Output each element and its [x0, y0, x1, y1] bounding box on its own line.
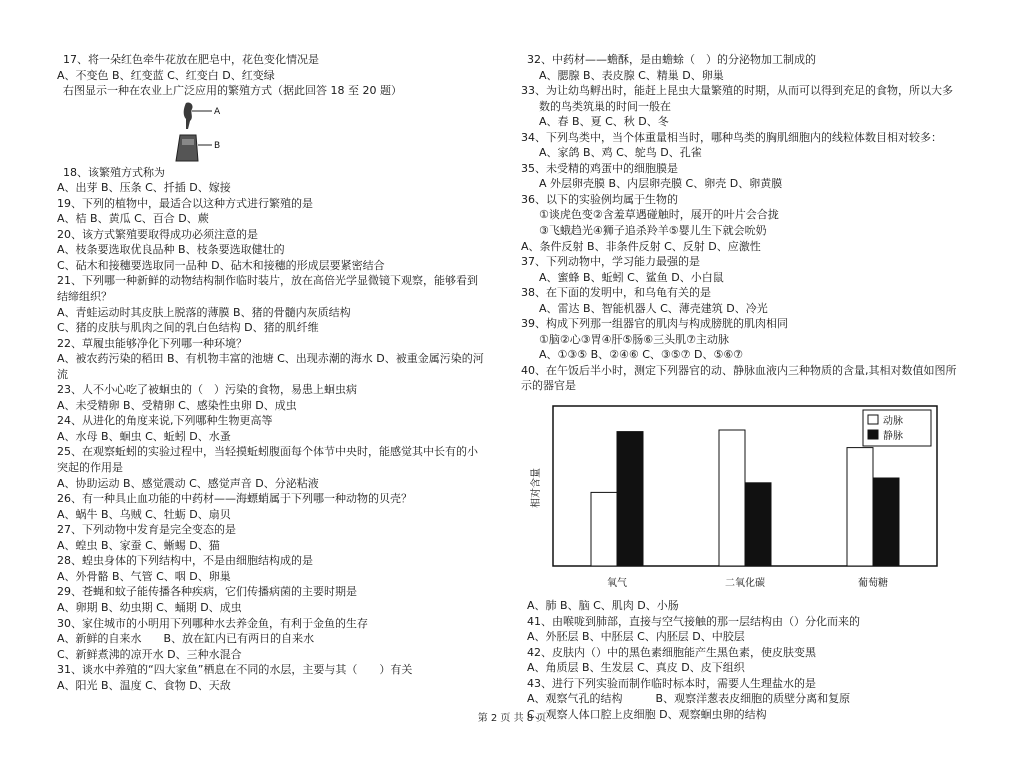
- question-line: 19、下列的植物中，最适合以这种方式进行繁殖的是: [57, 196, 313, 210]
- answer-options: A、蜗牛 B、乌贼 C、牡蛎 D、扇贝: [57, 507, 231, 521]
- question-line: 27、下列动物中发育是完全变态的是: [57, 523, 236, 537]
- bars-group: [591, 430, 899, 566]
- question-line: 示的器官是: [521, 379, 576, 393]
- question-line: ①脑②心③胃④肝⑤肠⑥三头肌⑦主动脉: [539, 332, 730, 346]
- answer-options: A、被农药污染的稻田 B、有机物丰富的池塘 C、出现赤潮的海水 D、被重金属污染的河: [57, 352, 484, 366]
- question-line: 43、进行下列实验而制作临时标本时，需要人生理盐水的是: [527, 676, 816, 690]
- category-label: 葡萄糖: [858, 578, 888, 590]
- legend-swatch-artery: [868, 415, 878, 424]
- question-line: 39、构成下列那一组器官的肌肉与构成膀胱的肌肉相同: [521, 317, 788, 331]
- answer-options: A、雷达 B、智能机器人 C、薄壳建筑 D、冷光: [539, 301, 768, 315]
- question-line: 23、人不小心吃了被蛔虫的（ ）污染的食物，易患上蛔虫病: [57, 383, 357, 397]
- question-line: 数的鸟类筑巢的时间一般在: [539, 99, 671, 113]
- question-line: 26、有一种具止血功能的中药材——海螵蛸属于下列哪一种动物的贝壳？: [57, 492, 412, 506]
- answer-options: A、出芽 B、压条 C、扦插 D、嫁接: [57, 181, 231, 195]
- question-line: 33、为让幼鸟孵出时，能赶上昆虫大量繁殖的时期，从而可以得到充足的食物，所以大多: [521, 84, 953, 98]
- answer-options: A、卵期 B、幼虫期 C、蛹期 D、成虫: [57, 600, 242, 614]
- question-line: 34、下列鸟类中，当个体重量相当时，哪种鸟类的胸肌细胞内的线粒体数目相对较多：: [521, 130, 942, 144]
- bar-vein-0: [617, 432, 643, 566]
- bar-artery-1: [719, 430, 745, 566]
- question-line: 35、未受精的鸡蛋中的细胞膜是: [521, 161, 678, 175]
- answer-options: A、外骨骼 B、气管 C、咽 D、卵巢: [57, 569, 231, 583]
- left-column: [57, 52, 504, 693]
- answer-options: C、猪的皮肤与肌肉之间的乳白色结构 D、猪的肌纤维: [57, 321, 319, 335]
- question-line: 36、以下的实验例均属于生物的: [521, 192, 678, 206]
- fig-label-a: A: [214, 106, 221, 117]
- legend-label-artery: 动脉: [883, 416, 903, 428]
- question-line: 21、下列哪一种新鲜的动物结构制作临时装片，放在高倍光学显微镜下观察，能够看到: [57, 274, 478, 288]
- page-footer: 第 2 页 共 8 页: [477, 713, 547, 724]
- answer-options: C、砧木和接穗要选取同一品种 D、砧木和接穗的形成层要紧密结合: [57, 258, 385, 272]
- question-line: 20、该方式繁殖要取得成功必须注意的是: [57, 227, 258, 241]
- answer-options: A、肺 B、脑 C、肌肉 D、小肠: [527, 599, 679, 613]
- blood-content-chart: [525, 398, 945, 598]
- question-line: 28、蝗虫身体的下列结构中，不是由细胞结构成的是: [57, 554, 313, 568]
- question-line: 40、在午饭后半小时，测定下列器官的动、静脉血液内三种物质的含量,其相对数值如图所: [521, 363, 957, 377]
- chart-legend: [863, 410, 931, 446]
- question-line: 17、将一朵红色牵牛花放在肥皂中，花色变化情况是: [63, 53, 319, 66]
- answer-options: A 外层卵壳膜 B、内层卵壳膜 C、卵壳 D、卵黄膜: [539, 177, 783, 191]
- question-line: 30、家住城市的小明用下列哪种水去养金鱼，有利于金鱼的生存: [57, 616, 368, 630]
- figure-caption: 右图显示一种在农业上广泛应用的繁殖方式（据此回答 18 至 20 题）: [63, 84, 402, 98]
- legend-swatch-vein: [868, 430, 878, 439]
- answer-options: A、新鲜的自来水 B、放在缸内已有两日的自来水: [57, 632, 315, 646]
- answer-options: A、不变色 B、红变蓝 C、红变白 D、红变绿: [57, 68, 275, 82]
- answer-options: A、①③⑤ B、②④⑥ C、③⑤⑦ D、⑤⑥⑦: [539, 348, 744, 362]
- answer-options: A、蜜蜂 B、蚯蚓 C、鲨鱼 D、小白鼠: [539, 270, 724, 284]
- answer-options: A、阳光 B、温度 C、食物 D、天敌: [57, 678, 231, 692]
- category-label: 氧气: [607, 578, 627, 590]
- answer-options: A、蝗虫 B、家蚕 C、蜥蜴 D、猫: [57, 538, 220, 552]
- question-line: 结缔组织？: [57, 290, 112, 304]
- question-line: 41、由喉咙到肺部，直接与空气接触的那一层结构由（）分化而来的: [527, 614, 860, 628]
- question-line: 42、皮肤内（）中的黑色素细胞能产生黑色素，使皮肤变黑: [527, 645, 816, 659]
- bar-vein-2: [873, 478, 899, 566]
- question-line: 29、苍蝇和蚊子能传播各种疾病，它们传播病菌的主要时期是: [57, 585, 357, 599]
- y-axis-label: 相对含量: [531, 468, 542, 509]
- grafting-illustration: [172, 99, 252, 165]
- category-labels: [607, 576, 888, 589]
- question-line: ①谈虎色变②含羞草遇碰触时，展开的叶片会合拢: [539, 208, 779, 222]
- question-line: 38、在下面的发明中，和乌龟有关的是: [521, 286, 711, 300]
- bar-vein-1: [745, 483, 771, 566]
- question-line: 25、在观察蚯蚓的实验过程中，当轻摸蚯蚓腹面每个体节中央时，能感觉其中长有的小: [57, 445, 478, 459]
- question-line: ③飞蛾趋光④狮子追杀羚羊⑤婴儿生下就会吮奶: [539, 224, 767, 238]
- answer-options: A、条件反射 B、非条件反射 C、反射 D、应激性: [521, 239, 761, 253]
- answer-options: A、水母 B、蛔虫 C、蚯蚓 D、水蚤: [57, 429, 231, 443]
- answer-options: A、桔 B、黄瓜 C、百合 D、蕨: [57, 212, 209, 226]
- question-line: 37、下列动物中，学习能力最强的是: [521, 255, 700, 269]
- answer-options: C、新鲜煮沸的凉开水 D、三种水混合: [57, 647, 242, 661]
- right-column: [521, 52, 976, 722]
- question-line: 22、草履虫能够净化下列哪一种环境？: [57, 336, 247, 350]
- answer-options: A、枝条要选取优良品种 B、枝条要选取健壮的: [57, 243, 285, 257]
- bar-chart: [525, 398, 945, 598]
- question-line: 18、该繁殖方式称为: [63, 165, 165, 179]
- question-line: 突起的作用是: [57, 461, 123, 475]
- question-line: 32、中药材——蟾酥，是由蟾蜍（ ）的分泌物加工制成的: [527, 53, 816, 66]
- answer-options: 流: [57, 367, 68, 381]
- answer-options: A、协助运动 B、感觉震动 C、感觉声音 D、分泌粘液: [57, 476, 319, 490]
- answer-options: A、腮腺 B、表皮腺 C、精巢 D、卵巢: [539, 68, 724, 82]
- answer-options: A、春 B、夏 C、秋 D、冬: [539, 115, 669, 129]
- answer-options: A、未受精卵 B、受精卵 C、感染性虫卵 D、成虫: [57, 398, 297, 412]
- answer-options: A、观察气孔的结构 B、观察洋葱表皮细胞的质壁分离和复原: [527, 692, 851, 706]
- bar-artery-0: [591, 492, 617, 566]
- fig-label-b: B: [214, 140, 221, 151]
- legend-label-vein: 静脉: [883, 431, 903, 443]
- answer-options: A、青蛙运动时其皮肤上脱落的薄膜 B、猪的骨髓内灰质结构: [57, 305, 351, 319]
- bar-artery-2: [847, 448, 873, 566]
- category-label: 二氧化碳: [725, 578, 765, 590]
- answer-options: A、角质层 B、生发层 C、真皮 D、皮下组织: [527, 661, 745, 675]
- answer-options: A、外胚层 B、中胚层 C、内胚层 D、中胶层: [527, 630, 745, 644]
- answer-options: C、观察人体口腔上皮细胞 D、观察蛔虫卵的结构: [527, 707, 767, 721]
- question-line: 31、谈水中养殖的“四大家鱼”栖息在不同的水层，主要与其（ ）有关: [57, 663, 413, 677]
- grafting-figure: [57, 99, 504, 165]
- question-line: 24、从进化的角度来说,下列哪种生物更高等: [57, 414, 273, 428]
- answer-options: A、家鸽 B、鸡 C、鸵鸟 D、孔雀: [539, 146, 702, 160]
